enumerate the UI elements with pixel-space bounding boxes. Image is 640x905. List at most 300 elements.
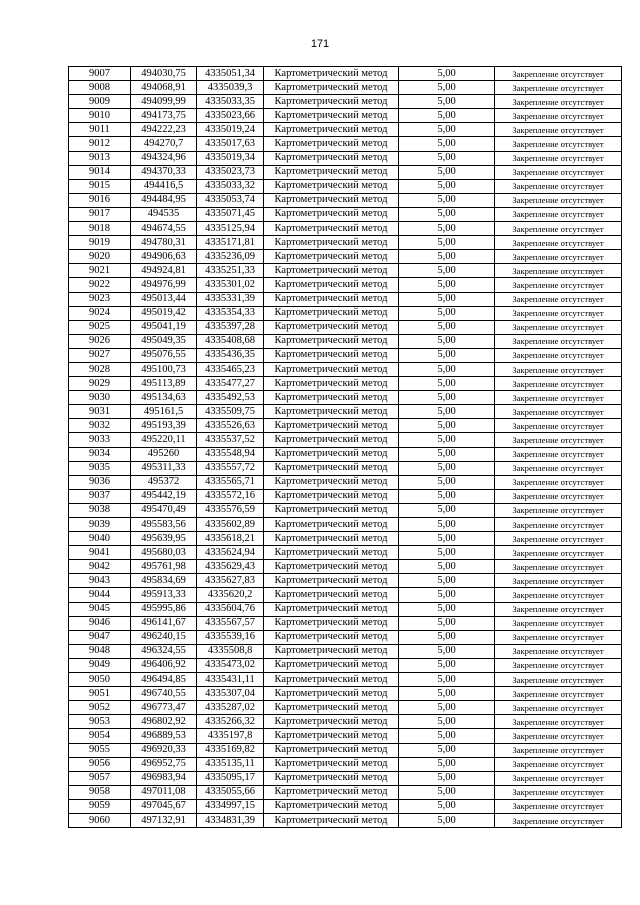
method-cell: Картометрический метод xyxy=(264,461,399,475)
method-cell: Картометрический метод xyxy=(264,616,399,630)
fixing-description-cell: Закрепление отсутствует xyxy=(495,292,622,306)
x-coordinate-cell: 494324,96 xyxy=(131,151,197,165)
accuracy-cell: 5,00 xyxy=(399,362,495,376)
table-row xyxy=(69,433,622,447)
fixing-description-cell: Закрепление отсутствует xyxy=(495,701,622,715)
y-coordinate-cell: 4334831,39 xyxy=(197,813,264,827)
point-number-cell: 9014 xyxy=(69,165,131,179)
x-coordinate-cell: 495041,19 xyxy=(131,320,197,334)
method-cell: Картометрический метод xyxy=(264,658,399,672)
x-coordinate-cell: 495995,86 xyxy=(131,602,197,616)
method-cell: Картометрический метод xyxy=(264,137,399,151)
table-row xyxy=(69,264,622,278)
x-coordinate-cell: 494270,7 xyxy=(131,137,197,151)
fixing-description-cell: Закрепление отсутствует xyxy=(495,362,622,376)
accuracy-cell: 5,00 xyxy=(399,785,495,799)
accuracy-cell: 5,00 xyxy=(399,630,495,644)
fixing-description-cell: Закрепление отсутствует xyxy=(495,179,622,193)
y-coordinate-cell: 4335408,68 xyxy=(197,334,264,348)
point-number-cell: 9036 xyxy=(69,475,131,489)
table-row xyxy=(69,630,622,644)
y-coordinate-cell: 4335602,89 xyxy=(197,518,264,532)
method-cell: Картометрический метод xyxy=(264,236,399,250)
y-coordinate-cell: 4335492,53 xyxy=(197,391,264,405)
table-row xyxy=(69,67,622,81)
point-number-cell: 9041 xyxy=(69,546,131,560)
x-coordinate-cell: 495161,5 xyxy=(131,405,197,419)
point-number-cell: 9019 xyxy=(69,236,131,250)
accuracy-cell: 5,00 xyxy=(399,306,495,320)
accuracy-cell: 5,00 xyxy=(399,67,495,81)
fixing-description-cell: Закрепление отсутствует xyxy=(495,687,622,701)
point-number-cell: 9050 xyxy=(69,673,131,687)
accuracy-cell: 5,00 xyxy=(399,292,495,306)
accuracy-cell: 5,00 xyxy=(399,475,495,489)
point-number-cell: 9034 xyxy=(69,447,131,461)
point-number-cell: 9033 xyxy=(69,433,131,447)
table-row xyxy=(69,602,622,616)
y-coordinate-cell: 4335039,3 xyxy=(197,81,264,95)
y-coordinate-cell: 4335557,72 xyxy=(197,461,264,475)
x-coordinate-cell: 496952,75 xyxy=(131,757,197,771)
method-cell: Картометрический метод xyxy=(264,503,399,517)
accuracy-cell: 5,00 xyxy=(399,743,495,757)
x-coordinate-cell: 494924,81 xyxy=(131,264,197,278)
accuracy-cell: 5,00 xyxy=(399,518,495,532)
fixing-description-cell: Закрепление отсутствует xyxy=(495,658,622,672)
accuracy-cell: 5,00 xyxy=(399,334,495,348)
fixing-description-cell: Закрепление отсутствует xyxy=(495,250,622,264)
table-row xyxy=(69,81,622,95)
point-number-cell: 9031 xyxy=(69,405,131,419)
y-coordinate-cell: 4335465,23 xyxy=(197,362,264,376)
y-coordinate-cell: 4335620,2 xyxy=(197,588,264,602)
point-number-cell: 9037 xyxy=(69,489,131,503)
x-coordinate-cell: 495076,55 xyxy=(131,348,197,362)
x-coordinate-cell: 496983,94 xyxy=(131,771,197,785)
y-coordinate-cell: 4335171,81 xyxy=(197,236,264,250)
x-coordinate-cell: 496773,47 xyxy=(131,701,197,715)
table-row xyxy=(69,799,622,813)
table-row xyxy=(69,405,622,419)
y-coordinate-cell: 4335572,16 xyxy=(197,489,264,503)
method-cell: Картометрический метод xyxy=(264,546,399,560)
table-row xyxy=(69,489,622,503)
y-coordinate-cell: 4335436,35 xyxy=(197,348,264,362)
table-row xyxy=(69,813,622,827)
fixing-description-cell: Закрепление отсутствует xyxy=(495,518,622,532)
point-number-cell: 9030 xyxy=(69,391,131,405)
x-coordinate-cell: 495193,39 xyxy=(131,419,197,433)
y-coordinate-cell: 4335331,39 xyxy=(197,292,264,306)
point-number-cell: 9022 xyxy=(69,278,131,292)
y-coordinate-cell: 4335033,32 xyxy=(197,179,264,193)
method-cell: Картометрический метод xyxy=(264,489,399,503)
method-cell: Картометрический метод xyxy=(264,588,399,602)
accuracy-cell: 5,00 xyxy=(399,687,495,701)
point-number-cell: 9040 xyxy=(69,532,131,546)
table-row xyxy=(69,278,622,292)
fixing-description-cell: Закрепление отсутствует xyxy=(495,123,622,137)
method-cell: Картометрический метод xyxy=(264,673,399,687)
method-cell: Картометрический метод xyxy=(264,348,399,362)
y-coordinate-cell: 4335624,94 xyxy=(197,546,264,560)
point-number-cell: 9016 xyxy=(69,193,131,207)
table-row xyxy=(69,658,622,672)
fixing-description-cell: Закрепление отсутствует xyxy=(495,193,622,207)
x-coordinate-cell: 494099,99 xyxy=(131,95,197,109)
method-cell: Картометрический метод xyxy=(264,292,399,306)
accuracy-cell: 5,00 xyxy=(399,250,495,264)
x-coordinate-cell: 494780,31 xyxy=(131,236,197,250)
y-coordinate-cell: 4335307,04 xyxy=(197,687,264,701)
point-number-cell: 9057 xyxy=(69,771,131,785)
table-row xyxy=(69,306,622,320)
fixing-description-cell: Закрепление отсутствует xyxy=(495,757,622,771)
point-number-cell: 9056 xyxy=(69,757,131,771)
table-row xyxy=(69,292,622,306)
y-coordinate-cell: 4335509,75 xyxy=(197,405,264,419)
accuracy-cell: 5,00 xyxy=(399,447,495,461)
method-cell: Картометрический метод xyxy=(264,687,399,701)
fixing-description-cell: Закрепление отсутствует xyxy=(495,673,622,687)
fixing-description-cell: Закрепление отсутствует xyxy=(495,278,622,292)
fixing-description-cell: Закрепление отсутствует xyxy=(495,461,622,475)
point-number-cell: 9026 xyxy=(69,334,131,348)
y-coordinate-cell: 4335019,34 xyxy=(197,151,264,165)
table-row xyxy=(69,222,622,236)
x-coordinate-cell: 494370,33 xyxy=(131,165,197,179)
y-coordinate-cell: 4335169,82 xyxy=(197,743,264,757)
y-coordinate-cell: 4335627,83 xyxy=(197,574,264,588)
accuracy-cell: 5,00 xyxy=(399,348,495,362)
method-cell: Картометрический метод xyxy=(264,799,399,813)
accuracy-cell: 5,00 xyxy=(399,644,495,658)
x-coordinate-cell: 495913,33 xyxy=(131,588,197,602)
method-cell: Картометрический метод xyxy=(264,391,399,405)
x-coordinate-cell: 496494,85 xyxy=(131,673,197,687)
y-coordinate-cell: 4335017,63 xyxy=(197,137,264,151)
page-number: 171 xyxy=(310,38,330,50)
point-number-cell: 9046 xyxy=(69,616,131,630)
x-coordinate-cell: 495220,11 xyxy=(131,433,197,447)
method-cell: Картометрический метод xyxy=(264,715,399,729)
fixing-description-cell: Закрепление отсутствует xyxy=(495,320,622,334)
point-number-cell: 9025 xyxy=(69,320,131,334)
fixing-description-cell: Закрепление отсутствует xyxy=(495,813,622,827)
fixing-description-cell: Закрепление отсутствует xyxy=(495,264,622,278)
method-cell: Картометрический метод xyxy=(264,644,399,658)
point-number-cell: 9047 xyxy=(69,630,131,644)
fixing-description-cell: Закрепление отсутствует xyxy=(495,447,622,461)
table-row xyxy=(69,179,622,193)
accuracy-cell: 5,00 xyxy=(399,574,495,588)
table-row xyxy=(69,95,622,109)
table-row xyxy=(69,193,622,207)
fixing-description-cell: Закрепление отсутствует xyxy=(495,546,622,560)
method-cell: Картометрический метод xyxy=(264,222,399,236)
y-coordinate-cell: 4335354,33 xyxy=(197,306,264,320)
y-coordinate-cell: 4335567,57 xyxy=(197,616,264,630)
fixing-description-cell: Закрепление отсутствует xyxy=(495,207,622,221)
point-number-cell: 9038 xyxy=(69,503,131,517)
fixing-description-cell: Закрепление отсутствует xyxy=(495,475,622,489)
method-cell: Картометрический метод xyxy=(264,95,399,109)
accuracy-cell: 5,00 xyxy=(399,165,495,179)
point-number-cell: 9009 xyxy=(69,95,131,109)
table-row xyxy=(69,644,622,658)
coordinates-table xyxy=(68,66,622,828)
x-coordinate-cell: 495134,63 xyxy=(131,391,197,405)
fixing-description-cell: Закрепление отсутствует xyxy=(495,644,622,658)
accuracy-cell: 5,00 xyxy=(399,419,495,433)
fixing-description-cell: Закрепление отсутствует xyxy=(495,419,622,433)
x-coordinate-cell: 495311,33 xyxy=(131,461,197,475)
table-row xyxy=(69,320,622,334)
fixing-description-cell: Закрепление отсутствует xyxy=(495,95,622,109)
y-coordinate-cell: 4335053,74 xyxy=(197,193,264,207)
point-number-cell: 9021 xyxy=(69,264,131,278)
point-number-cell: 9011 xyxy=(69,123,131,137)
accuracy-cell: 5,00 xyxy=(399,560,495,574)
accuracy-cell: 5,00 xyxy=(399,193,495,207)
point-number-cell: 9007 xyxy=(69,67,131,81)
point-number-cell: 9051 xyxy=(69,687,131,701)
x-coordinate-cell: 495680,03 xyxy=(131,546,197,560)
x-coordinate-cell: 494906,63 xyxy=(131,250,197,264)
fixing-description-cell: Закрепление отсутствует xyxy=(495,785,622,799)
y-coordinate-cell: 4335197,8 xyxy=(197,729,264,743)
x-coordinate-cell: 496802,92 xyxy=(131,715,197,729)
x-coordinate-cell: 494674,55 xyxy=(131,222,197,236)
y-coordinate-cell: 4335618,21 xyxy=(197,532,264,546)
y-coordinate-cell: 4335397,28 xyxy=(197,320,264,334)
accuracy-cell: 5,00 xyxy=(399,278,495,292)
method-cell: Картометрический метод xyxy=(264,334,399,348)
accuracy-cell: 5,00 xyxy=(399,109,495,123)
method-cell: Картометрический метод xyxy=(264,207,399,221)
x-coordinate-cell: 495470,49 xyxy=(131,503,197,517)
y-coordinate-cell: 4335023,66 xyxy=(197,109,264,123)
method-cell: Картометрический метод xyxy=(264,630,399,644)
method-cell: Картометрический метод xyxy=(264,405,399,419)
point-number-cell: 9053 xyxy=(69,715,131,729)
y-coordinate-cell: 4335236,09 xyxy=(197,250,264,264)
table-row xyxy=(69,165,622,179)
y-coordinate-cell: 4335576,59 xyxy=(197,503,264,517)
table-row xyxy=(69,560,622,574)
fixing-description-cell: Закрепление отсутствует xyxy=(495,602,622,616)
y-coordinate-cell: 4335537,52 xyxy=(197,433,264,447)
table-row xyxy=(69,574,622,588)
method-cell: Картометрический метод xyxy=(264,67,399,81)
y-coordinate-cell: 4335287,02 xyxy=(197,701,264,715)
x-coordinate-cell: 495639,95 xyxy=(131,532,197,546)
point-number-cell: 9024 xyxy=(69,306,131,320)
x-coordinate-cell: 496324,55 xyxy=(131,644,197,658)
x-coordinate-cell: 494484,95 xyxy=(131,193,197,207)
table-row xyxy=(69,419,622,433)
x-coordinate-cell: 494416,5 xyxy=(131,179,197,193)
x-coordinate-cell: 494030,75 xyxy=(131,67,197,81)
accuracy-cell: 5,00 xyxy=(399,151,495,165)
table-row xyxy=(69,391,622,405)
y-coordinate-cell: 4335251,33 xyxy=(197,264,264,278)
table-row xyxy=(69,785,622,799)
table-row xyxy=(69,715,622,729)
accuracy-cell: 5,00 xyxy=(399,532,495,546)
accuracy-cell: 5,00 xyxy=(399,813,495,827)
x-coordinate-cell: 497011,08 xyxy=(131,785,197,799)
fixing-description-cell: Закрепление отсутствует xyxy=(495,729,622,743)
table-row xyxy=(69,348,622,362)
table-row xyxy=(69,757,622,771)
point-number-cell: 9018 xyxy=(69,222,131,236)
method-cell: Картометрический метод xyxy=(264,377,399,391)
y-coordinate-cell: 4335095,17 xyxy=(197,771,264,785)
fixing-description-cell: Закрепление отсутствует xyxy=(495,67,622,81)
x-coordinate-cell: 494173,75 xyxy=(131,109,197,123)
accuracy-cell: 5,00 xyxy=(399,771,495,785)
method-cell: Картометрический метод xyxy=(264,518,399,532)
table-row xyxy=(69,151,622,165)
accuracy-cell: 5,00 xyxy=(399,405,495,419)
table-row xyxy=(69,236,622,250)
y-coordinate-cell: 4335565,71 xyxy=(197,475,264,489)
x-coordinate-cell: 497132,91 xyxy=(131,813,197,827)
point-number-cell: 9052 xyxy=(69,701,131,715)
y-coordinate-cell: 4334997,15 xyxy=(197,799,264,813)
x-coordinate-cell: 495113,89 xyxy=(131,377,197,391)
method-cell: Картометрический метод xyxy=(264,193,399,207)
table-row xyxy=(69,588,622,602)
x-coordinate-cell: 496406,92 xyxy=(131,658,197,672)
method-cell: Картометрический метод xyxy=(264,771,399,785)
y-coordinate-cell: 4335266,32 xyxy=(197,715,264,729)
x-coordinate-cell: 495761,98 xyxy=(131,560,197,574)
coordinates-table-body xyxy=(69,67,622,828)
method-cell: Картометрический метод xyxy=(264,320,399,334)
accuracy-cell: 5,00 xyxy=(399,207,495,221)
method-cell: Картометрический метод xyxy=(264,165,399,179)
y-coordinate-cell: 4335431,11 xyxy=(197,673,264,687)
accuracy-cell: 5,00 xyxy=(399,701,495,715)
y-coordinate-cell: 4335125,94 xyxy=(197,222,264,236)
fixing-description-cell: Закрепление отсутствует xyxy=(495,574,622,588)
method-cell: Картометрический метод xyxy=(264,264,399,278)
accuracy-cell: 5,00 xyxy=(399,546,495,560)
table-row xyxy=(69,461,622,475)
x-coordinate-cell: 496141,67 xyxy=(131,616,197,630)
point-number-cell: 9049 xyxy=(69,658,131,672)
method-cell: Картометрический метод xyxy=(264,179,399,193)
method-cell: Картометрический метод xyxy=(264,602,399,616)
fixing-description-cell: Закрепление отсутствует xyxy=(495,433,622,447)
fixing-description-cell: Закрепление отсутствует xyxy=(495,799,622,813)
accuracy-cell: 5,00 xyxy=(399,236,495,250)
fixing-description-cell: Закрепление отсутствует xyxy=(495,771,622,785)
point-number-cell: 9060 xyxy=(69,813,131,827)
point-number-cell: 9027 xyxy=(69,348,131,362)
table-row xyxy=(69,532,622,546)
x-coordinate-cell: 496920,33 xyxy=(131,743,197,757)
fixing-description-cell: Закрепление отсутствует xyxy=(495,81,622,95)
accuracy-cell: 5,00 xyxy=(399,658,495,672)
accuracy-cell: 5,00 xyxy=(399,377,495,391)
accuracy-cell: 5,00 xyxy=(399,81,495,95)
x-coordinate-cell: 495013,44 xyxy=(131,292,197,306)
x-coordinate-cell: 495049,35 xyxy=(131,334,197,348)
point-number-cell: 9032 xyxy=(69,419,131,433)
point-number-cell: 9044 xyxy=(69,588,131,602)
table-row xyxy=(69,687,622,701)
fixing-description-cell: Закрепление отсутствует xyxy=(495,334,622,348)
table-row xyxy=(69,475,622,489)
accuracy-cell: 5,00 xyxy=(399,588,495,602)
fixing-description-cell: Закрепление отсутствует xyxy=(495,109,622,123)
accuracy-cell: 5,00 xyxy=(399,95,495,109)
method-cell: Картометрический метод xyxy=(264,574,399,588)
x-coordinate-cell: 494976,99 xyxy=(131,278,197,292)
point-number-cell: 9008 xyxy=(69,81,131,95)
y-coordinate-cell: 4335629,43 xyxy=(197,560,264,574)
accuracy-cell: 5,00 xyxy=(399,602,495,616)
x-coordinate-cell: 495834,69 xyxy=(131,574,197,588)
point-number-cell: 9058 xyxy=(69,785,131,799)
point-number-cell: 9013 xyxy=(69,151,131,165)
fixing-description-cell: Закрепление отсутствует xyxy=(495,348,622,362)
table-row xyxy=(69,207,622,221)
x-coordinate-cell: 495019,42 xyxy=(131,306,197,320)
fixing-description-cell: Закрепление отсутствует xyxy=(495,377,622,391)
method-cell: Картометрический метод xyxy=(264,785,399,799)
table-row xyxy=(69,109,622,123)
fixing-description-cell: Закрепление отсутствует xyxy=(495,137,622,151)
point-number-cell: 9055 xyxy=(69,743,131,757)
y-coordinate-cell: 4335604,76 xyxy=(197,602,264,616)
accuracy-cell: 5,00 xyxy=(399,222,495,236)
fixing-description-cell: Закрепление отсутствует xyxy=(495,405,622,419)
table-row xyxy=(69,743,622,757)
y-coordinate-cell: 4335019,24 xyxy=(197,123,264,137)
x-coordinate-cell: 497045,67 xyxy=(131,799,197,813)
table-row xyxy=(69,334,622,348)
method-cell: Картометрический метод xyxy=(264,447,399,461)
fixing-description-cell: Закрепление отсутствует xyxy=(495,236,622,250)
x-coordinate-cell: 494222,23 xyxy=(131,123,197,137)
y-coordinate-cell: 4335023,73 xyxy=(197,165,264,179)
fixing-description-cell: Закрепление отсутствует xyxy=(495,743,622,757)
accuracy-cell: 5,00 xyxy=(399,179,495,193)
point-number-cell: 9048 xyxy=(69,644,131,658)
point-number-cell: 9035 xyxy=(69,461,131,475)
method-cell: Картометрический метод xyxy=(264,362,399,376)
accuracy-cell: 5,00 xyxy=(399,264,495,278)
point-number-cell: 9043 xyxy=(69,574,131,588)
table-row xyxy=(69,701,622,715)
accuracy-cell: 5,00 xyxy=(399,673,495,687)
table-row xyxy=(69,616,622,630)
table-row xyxy=(69,771,622,785)
y-coordinate-cell: 4335508,8 xyxy=(197,644,264,658)
y-coordinate-cell: 4335526,63 xyxy=(197,419,264,433)
y-coordinate-cell: 4335071,45 xyxy=(197,207,264,221)
method-cell: Картометрический метод xyxy=(264,757,399,771)
table-row xyxy=(69,362,622,376)
table-row xyxy=(69,377,622,391)
point-number-cell: 9012 xyxy=(69,137,131,151)
x-coordinate-cell: 495372 xyxy=(131,475,197,489)
